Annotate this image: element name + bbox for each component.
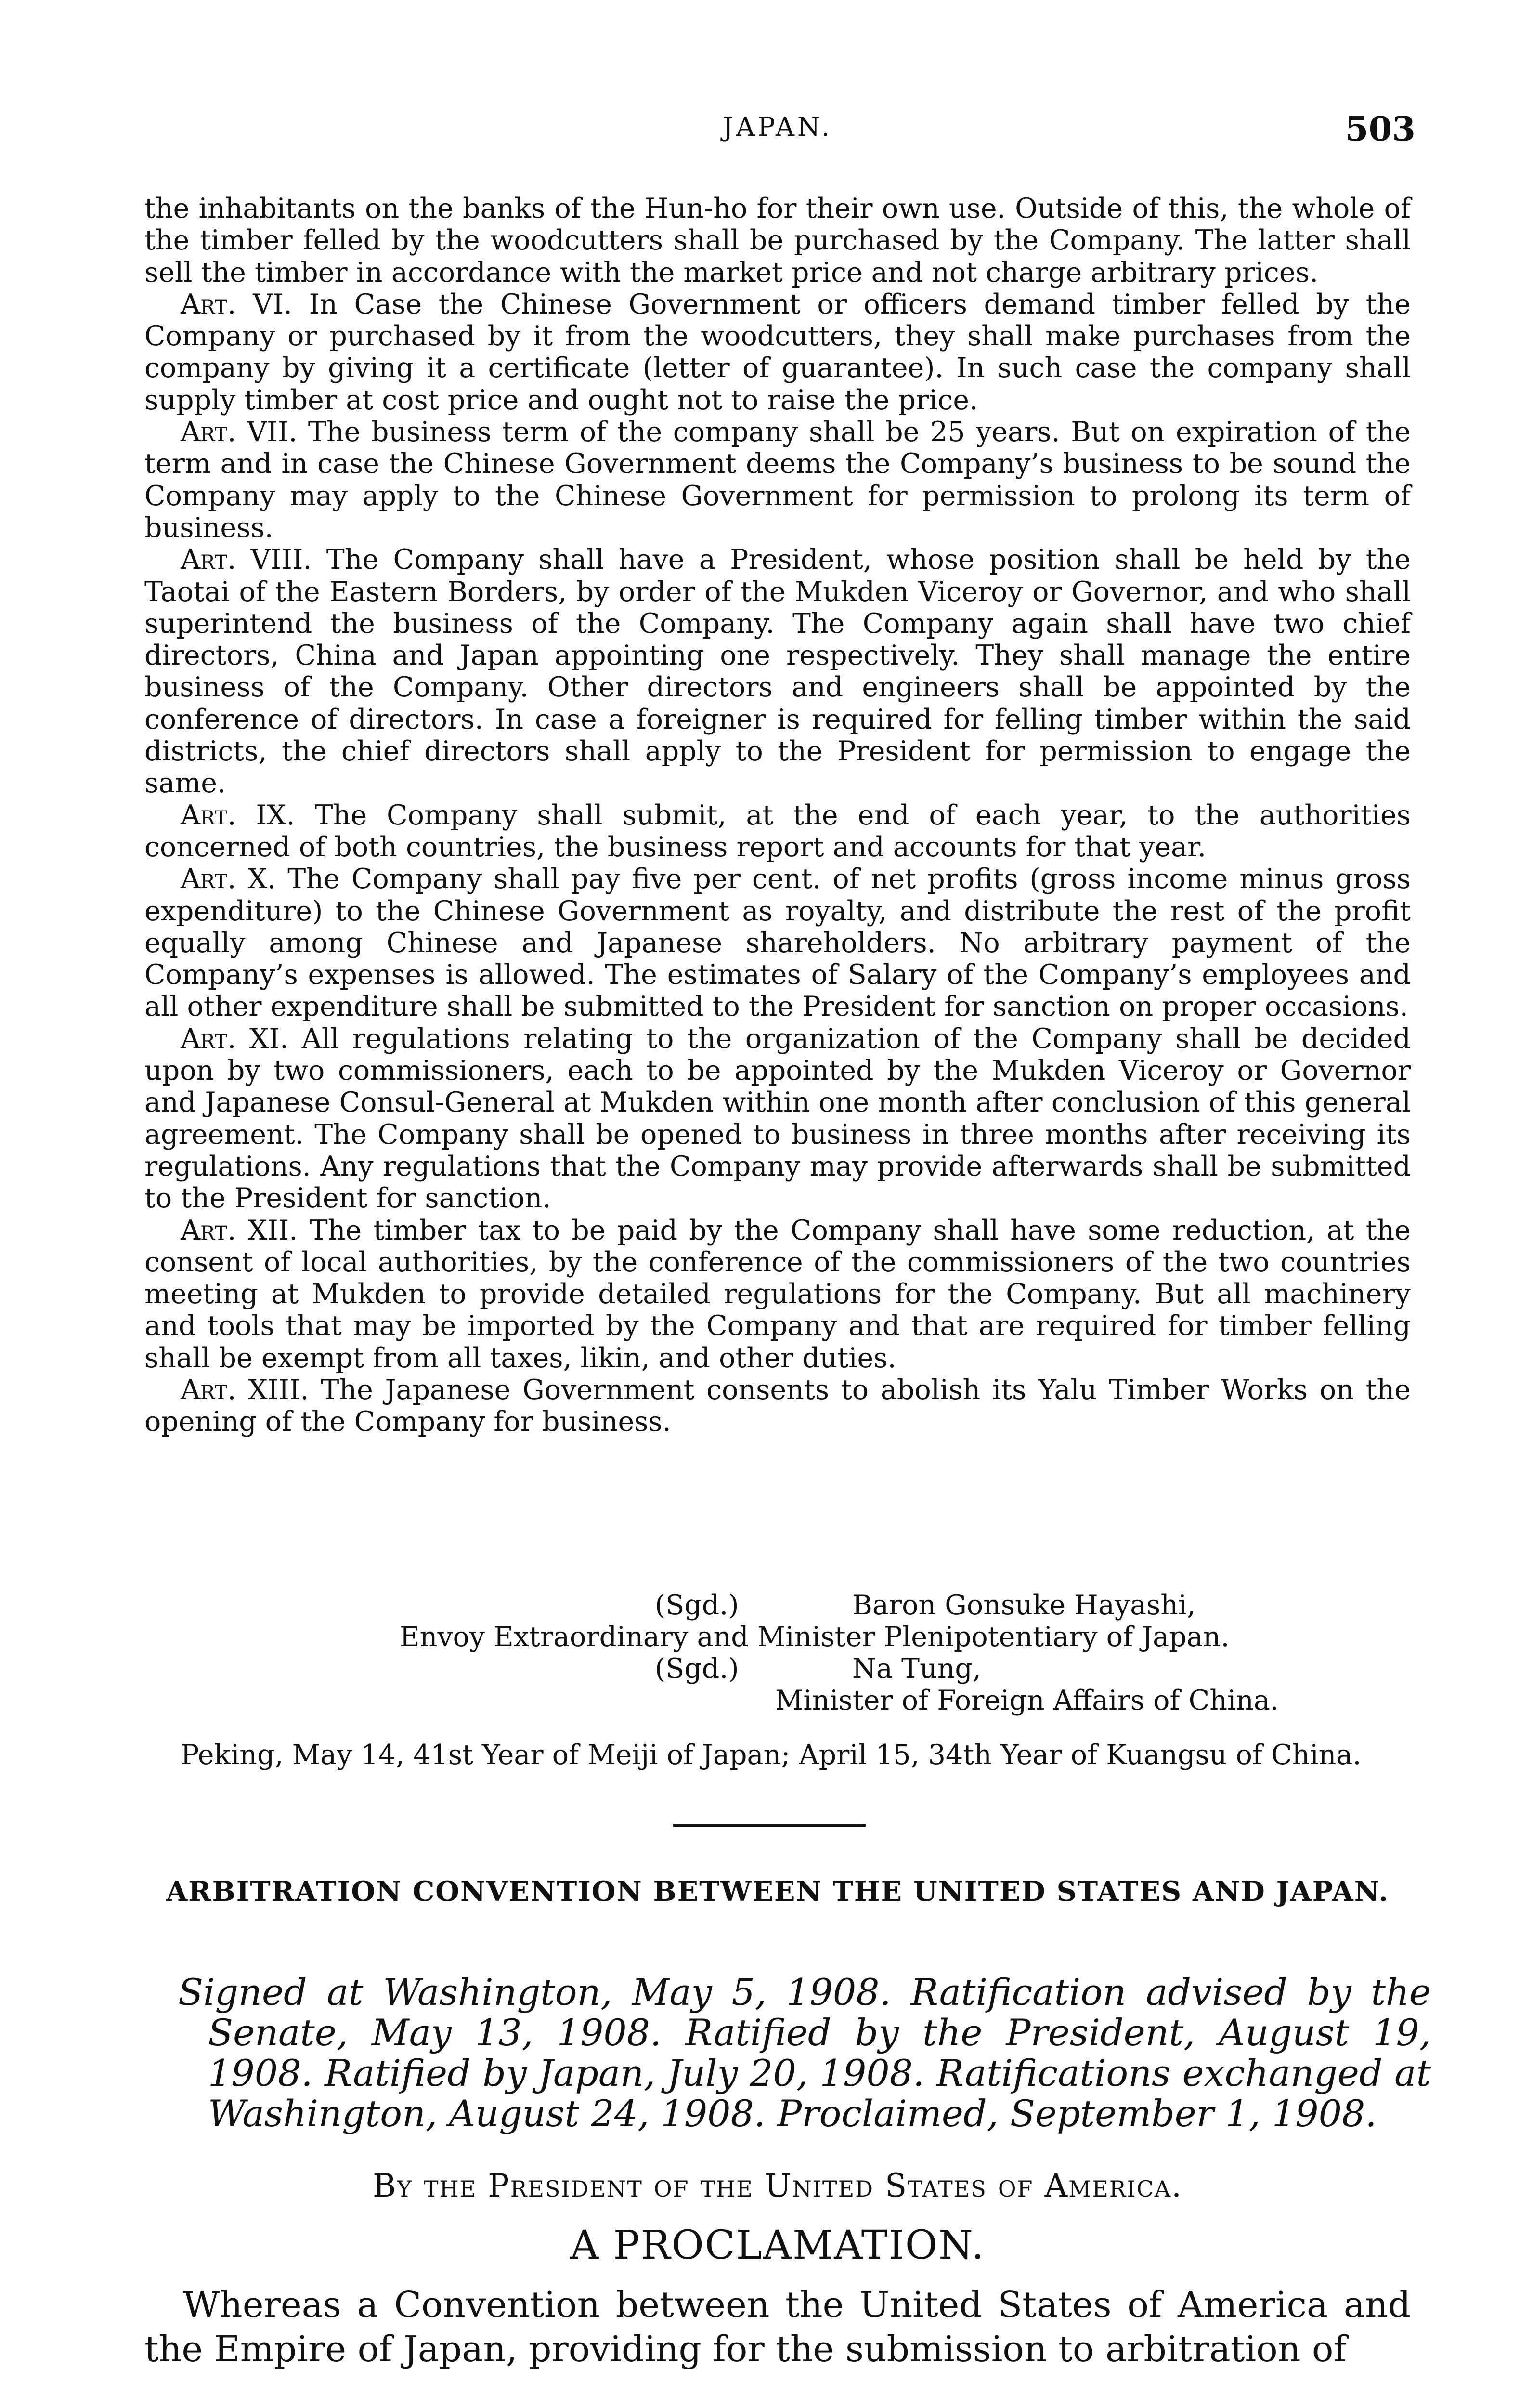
- article-label: Art. VIII.: [181, 544, 312, 576]
- article-label: Art. VII.: [181, 416, 298, 448]
- article-label: Art. XII.: [181, 1214, 298, 1246]
- article-6: [144, 288, 1411, 416]
- dateline: Peking, May 14, 41st Year of Meiji of Japan; April 15, 34th Year of Kuangsu of China.: [181, 1739, 1362, 1771]
- article-11: [144, 1023, 1411, 1215]
- article-text: The Company shall submit, at the end of each year, to the authorities concerned of both countries, the business report and accounts for that year.: [144, 799, 1411, 863]
- article-7: [144, 416, 1411, 544]
- article-text: The timber tax to be paid by the Company shall have some reduction, at the consent of local authorities, by the conference of the commissioners of the two countries meeting at Mukden to provide detailed regulations for the Company. But all machinery and tools that may be imported by the Company and that are required for timber felling shall be exempt from all taxes, likin, and other duties.: [144, 1214, 1411, 1374]
- article-12: [144, 1215, 1411, 1374]
- whereas-paragraph: Whereas a Convention between the United States of America and the Empire of Japan, providing for the submission to arbitration of: [144, 2284, 1411, 2370]
- article-8: [144, 544, 1411, 799]
- signatory-name-japan: Baron Gonsuke Hayashi,: [852, 1589, 1196, 1621]
- article-9: [144, 799, 1411, 864]
- signature-sgd-japan: (Sgd.): [655, 1589, 739, 1621]
- article-label: Art. X.: [181, 863, 276, 895]
- article-label: Art. IX.: [181, 799, 295, 831]
- article-text: The business term of the company shall be 25 years. But on expiration of the term and in case the Chinese Government deems the Company’s business to be sound the Company may apply to the Chinese Government for permission to prolong its term of business.: [144, 416, 1411, 544]
- by-the-president-heading: By the President of the United States of America.: [373, 2167, 1182, 2204]
- article-text: All regulations relating to the organization of the Company shall be decided upon by two commissioners, each to be appointed by the Mukden Viceroy or Governor and Japanese Consul-General at Mukden within one month after conclusion of this general agreement. The Company shall be opened to business in three months after receiving its regulations. Any regulations that the Company may provide afterwards shall be submitted to the President for sanction.: [144, 1022, 1411, 1215]
- article-text: In Case the Chinese Government or officers demand timber felled by the Company or purchased by it from the woodcutters, they shall make purchases from the company by giving it a certificate (letter of guarantee). In such case the company shall supply timber at cost price and ought not to raise the price.: [144, 288, 1411, 416]
- signatory-title-japan: Envoy Extraordinary and Minister Plenipotentiary of Japan.: [400, 1621, 1230, 1653]
- signatory-title-china: Minister of Foreign Affairs of China.: [775, 1685, 1279, 1716]
- article-10: [144, 863, 1411, 1022]
- article-13: [144, 1374, 1411, 1438]
- article-text: The Company shall pay five per cent. of net profits (gross income minus gross expenditure) to the Chinese Government as royalty, and distribute the rest of the profit equally among Chinese and Japanese shareholders. No arbitrary payment of the Company’s expenses is allowed. The estimates of Salary of the Company’s employees and all other expenditure shall be submitted to the President for sanction on proper occasions.: [144, 863, 1411, 1023]
- article-label: Art. XI.: [181, 1022, 289, 1055]
- paragraph-continuation: the inhabitants on the banks of the Hun-ho for their own use. Outside of this, the whole of the timber felled by the woodcutters shall be purchased by the Company. The latter shall sell the timber in accordance with the market price and not charge arbitrary prices.: [144, 193, 1411, 288]
- article-text: The Company shall have a President, whose position shall be held by the Taotai of the Eastern Borders, by order of the Mukden Viceroy or Governor, and who shall superintend the business of the Company. The Company again shall have two chief directors, China and Japan appointing one respectively. They shall manage the entire business of the Company. Other directors and engineers shall be appointed by the conference of directors. In case a foreigner is required for felling timber within the said districts, the chief directors shall apply to the President for permission to engage the same.: [144, 544, 1411, 799]
- signatory-name-china: Na Tung,: [852, 1653, 982, 1685]
- article-label: Art. VI.: [181, 288, 292, 320]
- proclamation-heading: A PROCLAMATION.: [570, 2223, 985, 2268]
- running-head: JAPAN.: [723, 112, 832, 142]
- signature-sgd-china: (Sgd.): [655, 1653, 739, 1685]
- article-label: Art. XIII.: [181, 1374, 309, 1406]
- convention-title: ARBITRATION CONVENTION BETWEEN THE UNITED STATES AND JAPAN.: [166, 1875, 1390, 1908]
- signed-ratification-note: Signed at Washington, May 5, 1908. Ratification advised by the Senate, May 13, 1908. Ratified by the President, August 19, 1908. Ratified by Japan, July 20, 1908. Ratifications exchanged at Washington, August 24, 1908. Proclaimed, September 1, 1908.: [178, 1971, 1431, 2135]
- article-text: The Japanese Government consents to abolish its Yalu Timber Works on the opening of the Company for business.: [144, 1374, 1411, 1438]
- page-header: [140, 109, 1416, 155]
- treaty-body: [144, 193, 1411, 1438]
- section-divider: [673, 1824, 866, 1827]
- page-number: 503: [1345, 109, 1416, 149]
